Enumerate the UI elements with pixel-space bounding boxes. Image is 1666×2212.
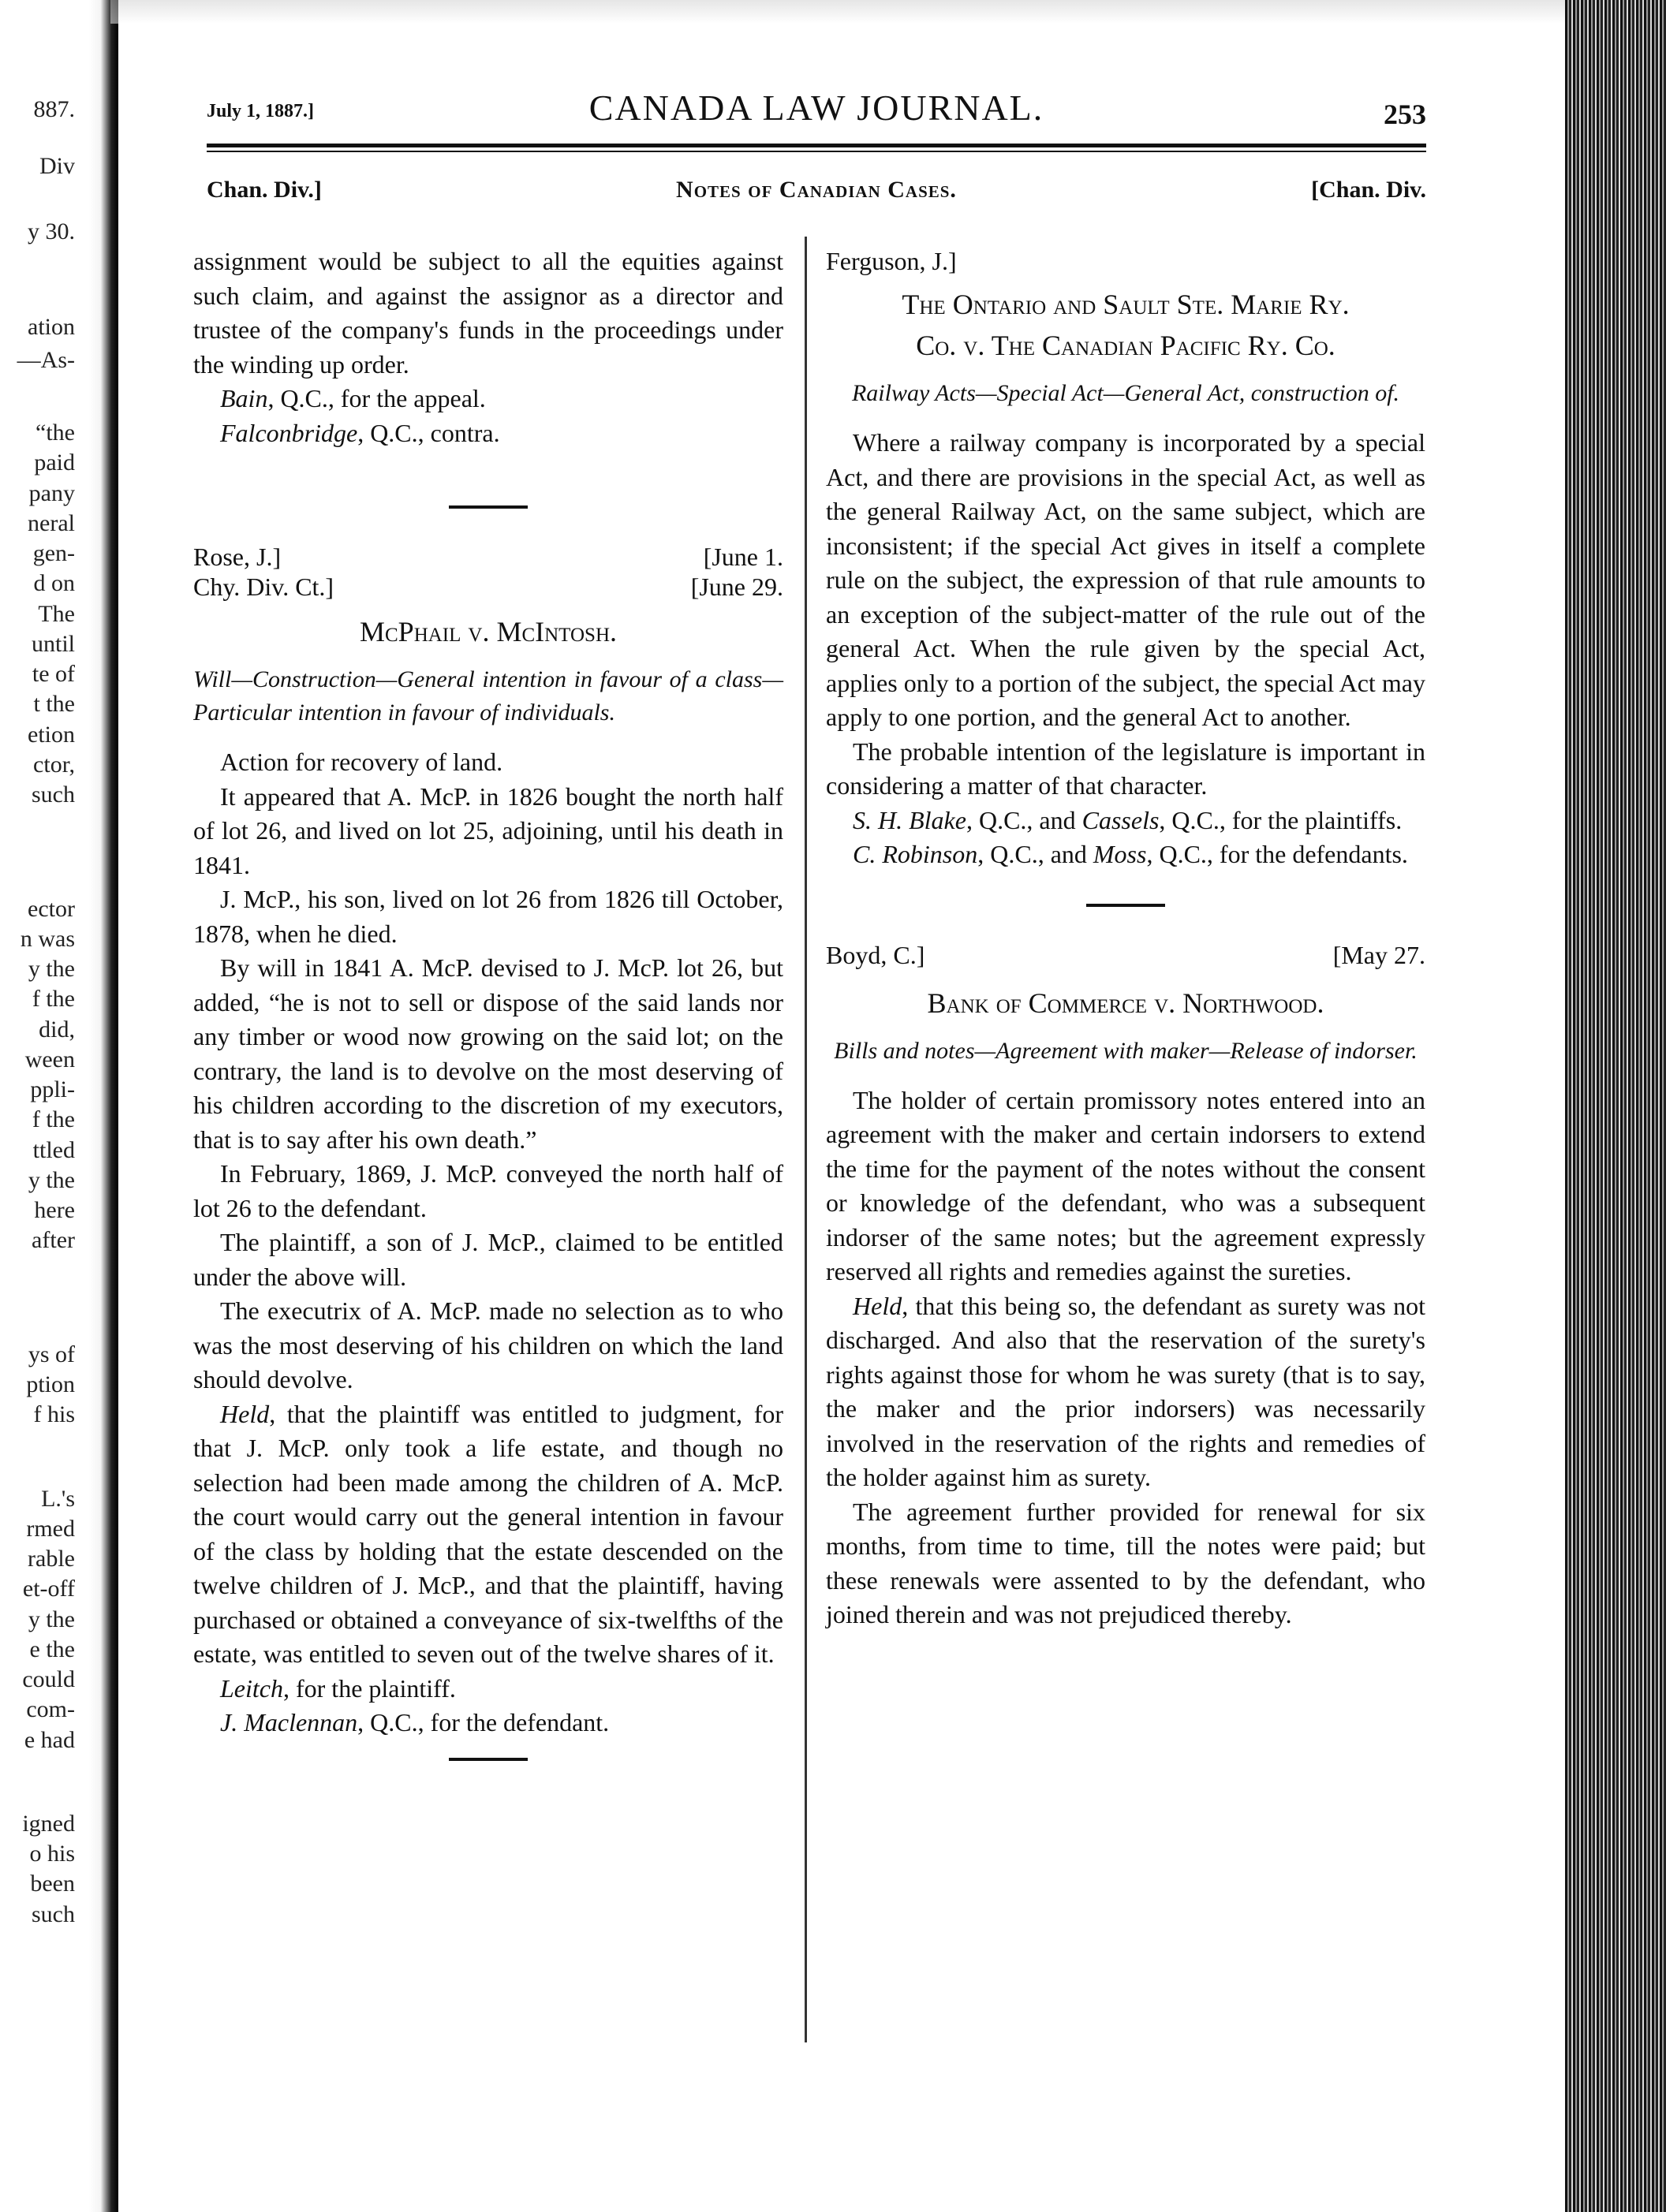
court-name: Chy. Div. Ct.]: [193, 573, 334, 601]
case-separator: [449, 1758, 528, 1761]
counsel-name: Bain: [220, 384, 268, 412]
previous-page-fragment: ation: [28, 313, 75, 340]
paragraph: The probable intention of the legislature is important in considering a matter of that character.: [826, 737, 1425, 800]
subheader-right: [Chan. Div.: [1311, 177, 1426, 203]
header-rule-thick: [207, 144, 1426, 147]
previous-page-fragment: ys of: [28, 1341, 75, 1367]
previous-page-fragment: here: [34, 1197, 75, 1223]
counsel-text: , Q.C., for the defendants.: [1146, 840, 1408, 868]
counsel-line: [826, 837, 1425, 872]
previous-page-fragment: until: [31, 630, 75, 657]
counsel-text: , Q.C., for the defendant.: [357, 1708, 610, 1736]
previous-page-fragment: L.'s: [41, 1485, 75, 1512]
case-separator: [1086, 904, 1165, 907]
paragraph: The executrix of A. McP. made no selection as to who was the most deserving of his children on which the land should devolve.: [193, 1296, 783, 1393]
case-separator: [449, 505, 528, 509]
held-word: Held: [853, 1291, 902, 1320]
previous-page-fragment: n was: [20, 925, 75, 952]
case-date: [June 29.: [690, 573, 783, 601]
top-page-edge: [110, 0, 1578, 24]
previous-page-fragment: d on: [33, 570, 75, 597]
previous-page-fragment: ctor,: [33, 751, 75, 778]
previous-page-fragment: neral: [28, 509, 75, 536]
previous-page-fragment: “the: [35, 420, 75, 446]
previous-page-fragment: com-: [26, 1696, 75, 1723]
page-number: 253: [1384, 99, 1426, 130]
case-date: [May 27.: [1332, 940, 1425, 969]
running-header: [207, 87, 1426, 134]
column-divider: [805, 237, 807, 2042]
previous-page-fragment: y the: [28, 956, 75, 982]
counsel-name: J. Maclennan: [220, 1708, 358, 1736]
previous-page-fragment: te of: [32, 661, 75, 687]
previous-page-fragment: ector: [28, 895, 75, 922]
held-text: , that the plaintiff was entitled to judgment, for that J. McP. only took a life estate, and though no selection had been made among the children of A. McP. the court would carry out the general intention in favour of the class by holding that the estate descended on the twelve children of J. McP., and that the plaintiff, having purchased or obtained a conveyance of six-twelfths of the estate, was entitled to seven out of the twelve shares of it.: [193, 1399, 783, 1668]
previous-page-fragment: The: [38, 600, 75, 627]
left-column: [193, 244, 783, 1799]
previous-page-fragment: could: [22, 1666, 75, 1692]
paragraph: The plaintiff, a son of J. McP., claimed to be entitled under the above will.: [193, 1228, 783, 1291]
right-page-edge: [1565, 0, 1666, 2212]
paragraph: Where a railway company is incorporated by a special Act, and there are provisions in the special Act, as well as the general Railway Act, on the same subject, which are inconsistent; if the special Act gives in itself a complete rule on the subject, the expression of that rule amounts to an exception of the subject-matter of the rule out of the general Act. When the rule given by the special Act, applies only to a portion of the subject, the special Act may apply to one portion, and the general Act to another.: [826, 428, 1425, 731]
previous-page-fragment: et-off: [22, 1576, 75, 1602]
paragraph: The holder of certain promissory notes entered into an agreement with the maker and certain indorsers to extend the time for the payment of the notes without the consent or knowledge of the defendant, who was a subsequent indorser of the same notes; but the agreement expressly reserved all rights and remedies against the sureties.: [826, 1085, 1425, 1285]
counsel-name: Falconbridge: [220, 418, 358, 447]
right-column: [826, 244, 1425, 1632]
previous-page-fragment: —As-: [17, 347, 75, 374]
case-headnote: Railway Acts—Special Act—General Act, construction of.: [851, 380, 1400, 406]
previous-page-fragment: y the: [28, 1166, 75, 1193]
journal-title: CANADA LAW JOURNAL.: [588, 88, 1044, 128]
previous-page-fragment: paid: [34, 449, 75, 476]
judge-name: Boyd, C.]: [826, 940, 925, 969]
previous-page-fragment: such: [32, 1901, 75, 1927]
previous-page-fragment: y the: [28, 1606, 75, 1632]
paragraph: By will in 1841 A. McP. devised to J. McP. lot 26, but added, “he is not to sell or dispose of the said lands nor any timber or wood now growing on the said lot; on the contrary, the land is to devolve on the most deserving of his children according to the discretion of my executors, that is to say after his own death.”: [193, 953, 783, 1154]
previous-page-fragment: etion: [28, 721, 75, 748]
previous-page-fragment: did,: [39, 1016, 75, 1043]
previous-page-fragment: t the: [33, 691, 75, 718]
paragraph: It appeared that A. McP. in 1826 bought the north half of lot 26, and lived on lot 25, adjoining, until his death in 1841.: [193, 781, 783, 879]
judge-line: [193, 543, 783, 573]
counsel-name: Moss: [1093, 840, 1147, 868]
paragraph: The agreement further provided for renewal for six months, from time to time, till the notes were paid; but these renewals were assented to by the defendant, who joined therein and was not prejudiced thereby.: [826, 1497, 1425, 1628]
counsel-name: S. H. Blake: [853, 805, 966, 834]
paragraph: J. McP., his son, lived on lot 26 from 1826 till October, 1878, when he died.: [193, 885, 783, 948]
counsel-name: C. Robinson: [853, 840, 978, 868]
previous-page-fragment: e the: [29, 1636, 75, 1662]
held-paragraph: [826, 1289, 1425, 1495]
paragraph: In February, 1869, J. McP. conveyed the north half of lot 26 to the defendant.: [193, 1159, 783, 1222]
judge-name: Rose, J.]: [193, 543, 282, 571]
previous-page-fragment: 887.: [33, 96, 75, 123]
counsel-line: [193, 382, 783, 416]
previous-page-fragment: ppli-: [30, 1076, 75, 1102]
case-title-line-2: Co. v. The Canadian Pacific Ry. Co.: [916, 330, 1335, 361]
judge-line: [826, 938, 1425, 976]
paragraph: assignment would be subject to all the equities against such claim, and against the assignor as a director and trustee of the company's funds in the proceedings under the winding up order.: [193, 247, 783, 379]
counsel-name: Leitch: [220, 1673, 283, 1703]
previous-page-fragment: y 30.: [28, 218, 75, 244]
previous-page-fragment: f the: [32, 986, 75, 1013]
judge-line: [193, 573, 783, 605]
judge-name: Ferguson, J.]: [826, 247, 957, 275]
counsel-line: [826, 804, 1425, 838]
case-title: McPhail v. McIntosh.: [359, 616, 618, 647]
judge-line: [826, 244, 1425, 281]
previous-page-fragment: f his: [33, 1401, 75, 1428]
counsel-text: , Q.C., and: [977, 840, 1093, 868]
previous-page-fragment: ttled: [32, 1136, 75, 1163]
previous-page-fragment: Div: [39, 152, 75, 179]
previous-page-fragment: rable: [28, 1546, 75, 1572]
previous-page-fragment: after: [32, 1227, 75, 1254]
case-title: Bank of Commerce v. Northwood.: [927, 987, 1324, 1019]
counsel-text: , Q.C., for the plaintiffs.: [1159, 805, 1403, 834]
previous-page-fragment: o his: [29, 1841, 75, 1867]
subheader-center: Notes of Canadian Cases.: [676, 177, 957, 203]
counsel-name: Cassels: [1081, 805, 1160, 834]
counsel-text: , Q.C., and: [966, 805, 1082, 834]
held-paragraph: [193, 1397, 783, 1672]
paragraph: Action for recovery of land.: [220, 748, 503, 776]
previous-page-fragment: such: [32, 781, 75, 808]
counsel-text: , Q.C., contra.: [357, 418, 500, 447]
case-headnote: Will—Construction—General intention in favour of a class—Particular intention in favour of individuals.: [193, 666, 783, 726]
previous-page-fragment: been: [30, 1871, 75, 1897]
counsel-line: [193, 1672, 783, 1707]
case-title-line-1: The Ontario and Sault Ste. Marie Ry.: [902, 289, 1350, 320]
previous-page-fragment: ween: [24, 1046, 75, 1072]
counsel-line: [193, 1706, 783, 1740]
previous-page-fragment: f the: [32, 1106, 75, 1133]
previous-page-fragment: ption: [26, 1371, 75, 1397]
counsel-text: , Q.C., for the appeal.: [267, 384, 486, 412]
previous-page-fragment: e had: [24, 1726, 75, 1753]
subheader-left: Chan. Div.]: [207, 177, 322, 203]
previous-page-fragment: pany: [28, 479, 75, 506]
previous-page-fragment: igned: [22, 1810, 75, 1837]
held-word: Held: [220, 1399, 270, 1428]
counsel-text: , for the plaintiff.: [282, 1673, 456, 1703]
case-headnote: Bills and notes—Agreement with maker—Release of indorser.: [834, 1037, 1418, 1064]
case-date: [June 1.: [703, 543, 783, 571]
held-text: , that this being so, the defendant as surety was not discharged. And also that the reservation of the surety's rights against those for whom he was surety (that is to say, the maker and the prior indorsers) was necessarily involved in the reservation of the rights and remedies of the holder against him as surety.: [826, 1291, 1425, 1491]
header-rule-thin: [207, 151, 1426, 152]
issue-date: July 1, 1887.]: [207, 101, 315, 121]
previous-page-fragment: rmed: [26, 1515, 75, 1542]
section-subheader: [207, 177, 1426, 211]
previous-page-fragment: gen-: [32, 540, 75, 566]
counsel-line: [193, 416, 783, 451]
